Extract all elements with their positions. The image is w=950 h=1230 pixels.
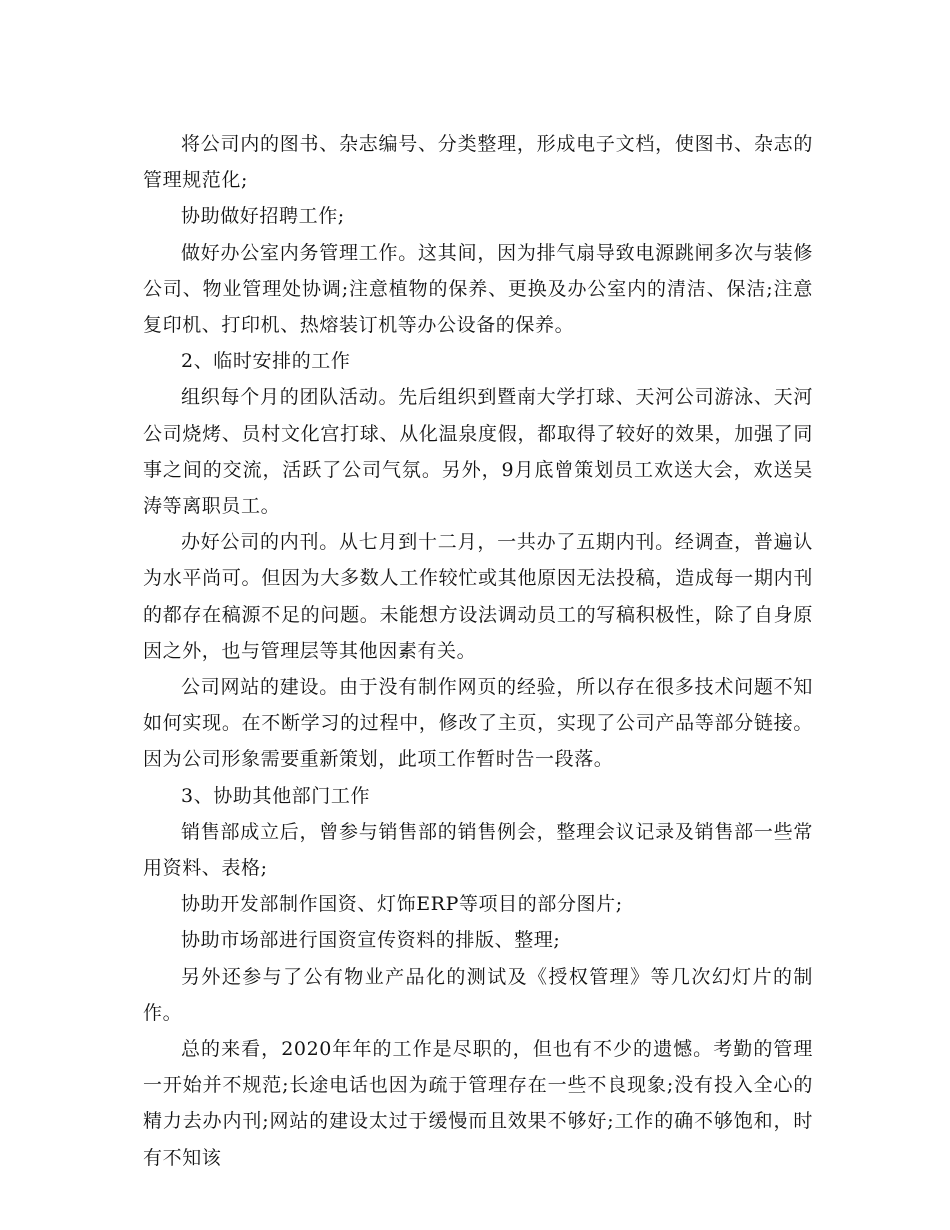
paragraph-book-cataloging: 将公司内的图书、杂志编号、分类整理，形成电子文档，使图书、杂志的管理规范化; <box>143 133 813 192</box>
section-heading-assist-other-departments: 3、协助其他部门工作 <box>181 784 371 807</box>
paragraph-internal-magazine: 办好公司的内刊。从七月到十二月，一共办了五期内刊。经调查，普遍认为水平尚可。但因为大多数人工作较忙或其他原因无法投稿，造成每一期内刊的都存在稿源不足的问题。未能想方设法调动员工的写稿积极性，除了自身原因之外，也与管理层等其他因素有关。 <box>143 531 813 662</box>
paragraph-summary: 总的来看，2020年年的工作是尽职的，但也有不少的遗憾。考勤的管理一开始并不规范;长途电话也因为疏于管理存在一些不良现象;没有投入全心的精力去办内刊;网站的建设太过于缓慢而且效果不够好;工作的确不够饱和，时有不知该 <box>143 1038 813 1169</box>
paragraph-other-participation: 另外还参与了公有物业产品化的测试及《授权管理》等几次幻灯片的制作。 <box>143 965 813 1024</box>
paragraph-recruitment: 协助做好招聘工作; <box>181 205 345 228</box>
paragraph-development-department: 协助开发部制作国资、灯饰ERP等项目的部分图片; <box>181 893 623 916</box>
paragraph-website-construction: 公司网站的建设。由于没有制作网页的经验，所以存在很多技术问题不知如何实现。在不断学习的过程中，修改了主页，实现了公司产品等部分链接。因为公司形象需要重新策划，此项工作暂时告一段落。 <box>143 676 813 771</box>
section-heading-temporary-work: 2、临时安排的工作 <box>181 350 351 373</box>
document-body <box>143 126 813 1176</box>
paragraph-office-management: 做好办公室内务管理工作。这其间，因为排气扇导致电源跳闸多次与装修公司、物业管理处协调;注意植物的保养、更换及办公室内的清洁、保洁;注意复印机、打印机、热熔装订机等办公设备的保养。 <box>143 241 813 337</box>
paragraph-marketing-department: 协助市场部进行国资宣传资料的排版、整理; <box>181 929 561 952</box>
paragraph-team-activities: 组织每个月的团队活动。先后组织到暨南大学打球、天河公司游泳、天河公司烧烤、员村文化宫打球、从化温泉度假，都取得了较好的效果，加强了同事之间的交流，活跃了公司气氛。另外，9月底曾策划员工欢送大会，欢送吴涛等离职员工。 <box>143 386 813 518</box>
paragraph-sales-department: 销售部成立后，曾参与销售部的销售例会，整理会议记录及销售部一些常用资料、表格; <box>143 820 813 880</box>
